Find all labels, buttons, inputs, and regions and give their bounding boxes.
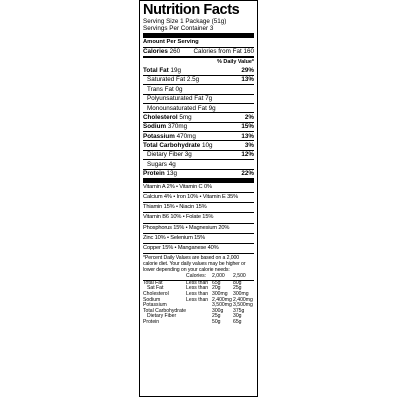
calories-value: 260	[169, 48, 181, 56]
nutrient-daily-value: 29%	[241, 67, 254, 75]
vitamin-line: Zinc 10% • Selenium 15%	[143, 233, 254, 243]
nutrient-name-amount	[143, 142, 213, 149]
nutrient-row	[143, 169, 254, 178]
nutrient-name-amount	[147, 76, 199, 83]
daily-values-cell: 300g	[212, 307, 224, 314]
nutrition-facts-label	[139, 0, 258, 397]
nutrient-label: Potassium	[143, 132, 175, 140]
daily-values-cell: 65g	[212, 280, 233, 286]
nutrient-amount: 370mg	[166, 123, 188, 131]
vitamin-line: Phosphorus 15% • Magnesium 20%	[143, 223, 254, 233]
nutrient-name-amount	[147, 95, 212, 102]
daily-values-cell: 80g	[233, 280, 254, 286]
nutrient-amount: 10g	[200, 142, 213, 150]
nutrient-daily-value: 13%	[241, 132, 254, 140]
nutrient-daily-value: 12%	[241, 151, 254, 159]
nutrient-amount: 13g	[164, 170, 177, 178]
nutrient-daily-value: 3%	[244, 142, 254, 150]
footnote: *Percent Daily Values are based on a 2,000 calorie diet. Your daily values may be higher or lower depending on your calorie needs:	[143, 253, 254, 274]
daily-values-cell: 25g	[233, 285, 242, 292]
nutrient-row	[143, 66, 254, 74]
daily-values-header-cell: 2,000	[212, 273, 225, 280]
nutrient-row	[143, 122, 254, 131]
daily-values-cell: 2,400mg	[233, 296, 253, 303]
nutrient-amount: 5mg	[177, 113, 192, 121]
nutrient-name-amount	[147, 86, 182, 93]
nutrient-row	[143, 140, 254, 149]
daily-values-cell	[186, 320, 212, 326]
daily-values-cell: 50g	[212, 319, 221, 326]
vitamin-line: Thiamin 15% • Niacin 15%	[143, 202, 254, 212]
daily-values-header-cell: Calories:	[186, 273, 207, 280]
vitamin-line: Vitamin A 2% • Vitamin C 0%	[143, 183, 212, 190]
daily-values-cell: 375g	[233, 307, 245, 314]
vitamin-line: Copper 15% • Manganese 40%	[143, 243, 254, 253]
nutrient-amount: 3g	[183, 151, 192, 159]
nutrient-label: Dietary Fiber	[147, 151, 184, 159]
nutrient-daily-value: 13%	[241, 76, 254, 84]
nutrient-amount: 470mg	[174, 132, 196, 140]
daily-value-header: % Daily Value*	[217, 58, 254, 65]
daily-values-cell: 25g	[212, 313, 221, 320]
nutrient-label: Cholesterol	[143, 113, 178, 121]
nutrient-list	[143, 66, 254, 178]
nutrient-row	[143, 84, 254, 93]
vitamin-line: Calcium 4% • Iron 10% • Vitamin E 35%	[143, 192, 254, 202]
nutrient-row	[143, 75, 254, 84]
daily-values-table	[143, 274, 254, 325]
nutrient-row	[143, 150, 254, 159]
nutrient-name-amount	[143, 67, 181, 74]
nutrient-name-amount	[147, 151, 192, 158]
nutrient-name-amount	[147, 105, 216, 112]
daily-values-cell: 300mg	[212, 291, 228, 298]
nutrient-name-amount	[147, 161, 176, 168]
nutrient-label: Total Fat	[143, 67, 169, 75]
daily-values-cell: 2,400mg	[212, 296, 232, 303]
nutrient-amount: 9g	[206, 104, 216, 112]
daily-values-cell: Total Fat	[143, 280, 186, 286]
vitamin-list	[143, 183, 254, 253]
servings-per-container: Servings Per Container 3	[143, 25, 214, 32]
nutrient-name-amount	[143, 123, 187, 130]
calories-from-fat: Calories from Fat 160	[193, 48, 254, 56]
daily-values-cell: 300mg	[233, 291, 249, 298]
nutrient-label: Total Carbohydrate	[143, 142, 201, 150]
daily-values-cell: Sodium	[143, 296, 161, 303]
nutrient-name-amount	[143, 114, 192, 121]
nutrient-row	[143, 94, 254, 103]
nutrient-label: Protein	[143, 170, 165, 178]
nutrient-row	[143, 159, 254, 168]
amount-per-serving: Amount Per Serving	[143, 39, 199, 45]
nutrient-amount: 19g	[168, 67, 182, 75]
nutrient-name-amount	[143, 133, 196, 140]
daily-values-cell: Less than	[186, 291, 209, 298]
daily-values-cell: 3,500mg	[233, 302, 253, 309]
nutrient-label: Monounsaturated Fat	[147, 104, 207, 112]
daily-values-cell: Potassium	[143, 302, 167, 309]
nutrient-amount: 0g	[173, 85, 183, 93]
nutrient-row	[143, 131, 254, 140]
nutrient-label: Saturated Fat	[147, 76, 186, 84]
daily-values-cell: Sat Fat	[147, 285, 164, 292]
daily-values-cell: 65g	[233, 319, 242, 326]
nutrient-label: Sodium	[143, 123, 167, 131]
nutrient-label: Trans Fat	[147, 85, 174, 93]
daily-values-cell: Dietary Fiber	[147, 313, 177, 320]
daily-values-cell: Protein	[143, 319, 160, 326]
nutrient-row	[143, 112, 254, 121]
nutrient-label: Sugars	[147, 160, 167, 168]
daily-values-cell: 20g	[212, 285, 221, 292]
calories-label: Calories	[143, 48, 168, 56]
daily-values-cell: Less than	[186, 296, 209, 303]
nutrient-amount: 7g	[203, 95, 213, 103]
daily-values-cell: 30g	[233, 313, 242, 320]
nutrient-row	[143, 103, 254, 112]
nutrient-daily-value: 2%	[244, 113, 254, 121]
daily-values-cell: 3,500mg	[212, 302, 232, 309]
daily-values-cell: Total Carbohydrate	[143, 307, 187, 314]
daily-values-cell: Less than	[186, 285, 209, 292]
nutrient-label: Polyunsaturated Fat	[147, 95, 204, 103]
nutrient-amount: 2.5g	[185, 76, 200, 84]
vitamin-line: Vitamin B6 10% • Folate 15%	[143, 212, 254, 222]
nutrient-daily-value: 22%	[241, 170, 254, 178]
nutrient-name-amount	[143, 170, 177, 177]
daily-values-cell: Less than	[186, 280, 212, 286]
daily-values-cell: Cholesterol	[143, 291, 169, 298]
nutrient-daily-value: 15%	[241, 123, 254, 131]
nutrient-amount: 4g	[166, 160, 176, 168]
label-title: Nutrition Facts	[143, 2, 240, 18]
serving-size: Serving Size 1 Package (51g)	[143, 18, 227, 25]
daily-values-row	[143, 320, 254, 326]
daily-values-header-cell: 2,500	[233, 273, 246, 280]
calories-row	[143, 47, 254, 56]
